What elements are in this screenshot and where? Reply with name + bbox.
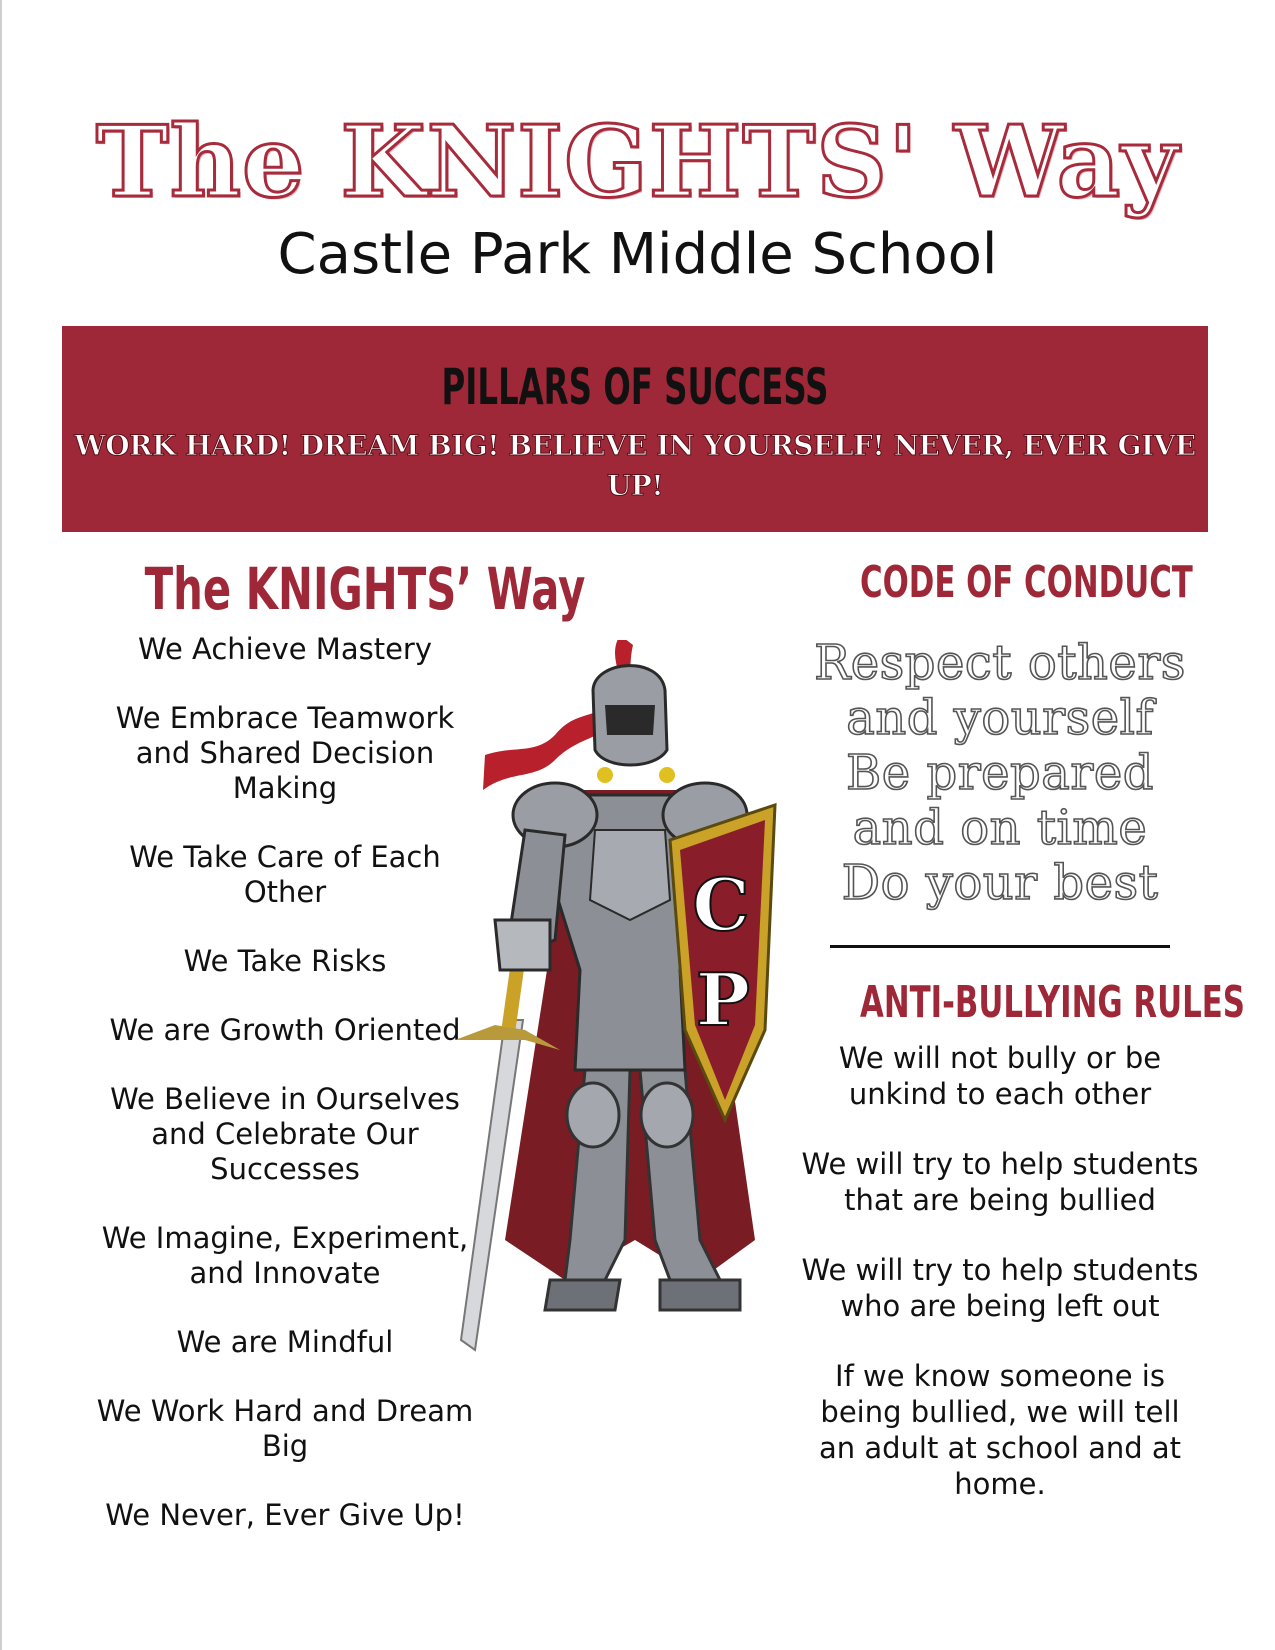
pillars-banner [62,326,1208,532]
banner-slogan: WORK HARD! DREAM BIG! BELIEVE IN YOURSELF! NEVER, EVER GIVE UP! [74,429,1196,502]
conduct-line: and yourself [846,690,1154,746]
bullying-rule: We will try to help students that are being bullied [801,1147,1199,1217]
value-item: We Take Risks [183,944,387,978]
conduct-line: and on time [852,800,1148,856]
value-item: We Believe in Ourselves and Celebrate Our Successes [110,1082,460,1186]
left-boot [545,1280,620,1310]
value-item: We Take Care of Each Other [129,840,441,909]
bullying-rule: We will not bully or be unkind to each other [838,1041,1162,1111]
section-divider [830,945,1170,948]
code-of-conduct-heading: CODE OF CONDUCT [860,557,1193,608]
left-rivet [597,767,613,783]
school-name: Castle Park Middle School [277,222,998,287]
value-item: We Imagine, Experiment, and Innovate [101,1221,469,1290]
right-column [800,548,1245,1536]
shield-letter-c: C [692,862,750,947]
left-knee [567,1083,619,1147]
main-title: The KNIGHTS' Way [95,105,1180,220]
knight-mascot-illustration [455,640,815,1400]
shield-letter-p: P [695,957,751,1042]
anti-bullying-list [800,1040,1200,1502]
value-item: We Embrace Teamwork and Shared Decision Making [115,701,455,805]
value-item: We Work Hard and Dream Big [96,1394,474,1463]
gauntlet [495,920,550,970]
knights-way-column [90,552,586,1567]
knights-way-heading: The KNIGHTS’ Way [144,555,586,623]
right-knee [641,1083,693,1147]
conduct-line: Respect others [814,635,1186,691]
anti-bullying-heading: ANTI-BULLYING RULES [860,977,1245,1028]
conduct-line: Be prepared [846,745,1154,801]
value-item: We are Growth Oriented [109,1013,461,1047]
value-item: We Achieve Mastery [137,632,432,666]
conduct-line: Do your best [841,855,1159,911]
value-item: We Never, Ever Give Up! [105,1498,465,1532]
chest-plate [590,830,670,920]
helmet-visor [605,705,655,735]
right-boot [660,1280,740,1310]
value-item: We are Mindful [176,1325,394,1359]
bullying-rule: If we know someone is being bullied, we will tell an adult at school and at home. [818,1359,1182,1501]
banner-title: PILLARS OF SUCCESS [441,358,829,416]
knights-way-list [90,632,480,1533]
right-rivet [659,767,675,783]
bullying-rule: We will try to help students who are being left out [801,1253,1199,1323]
code-of-conduct-list [800,636,1200,911]
